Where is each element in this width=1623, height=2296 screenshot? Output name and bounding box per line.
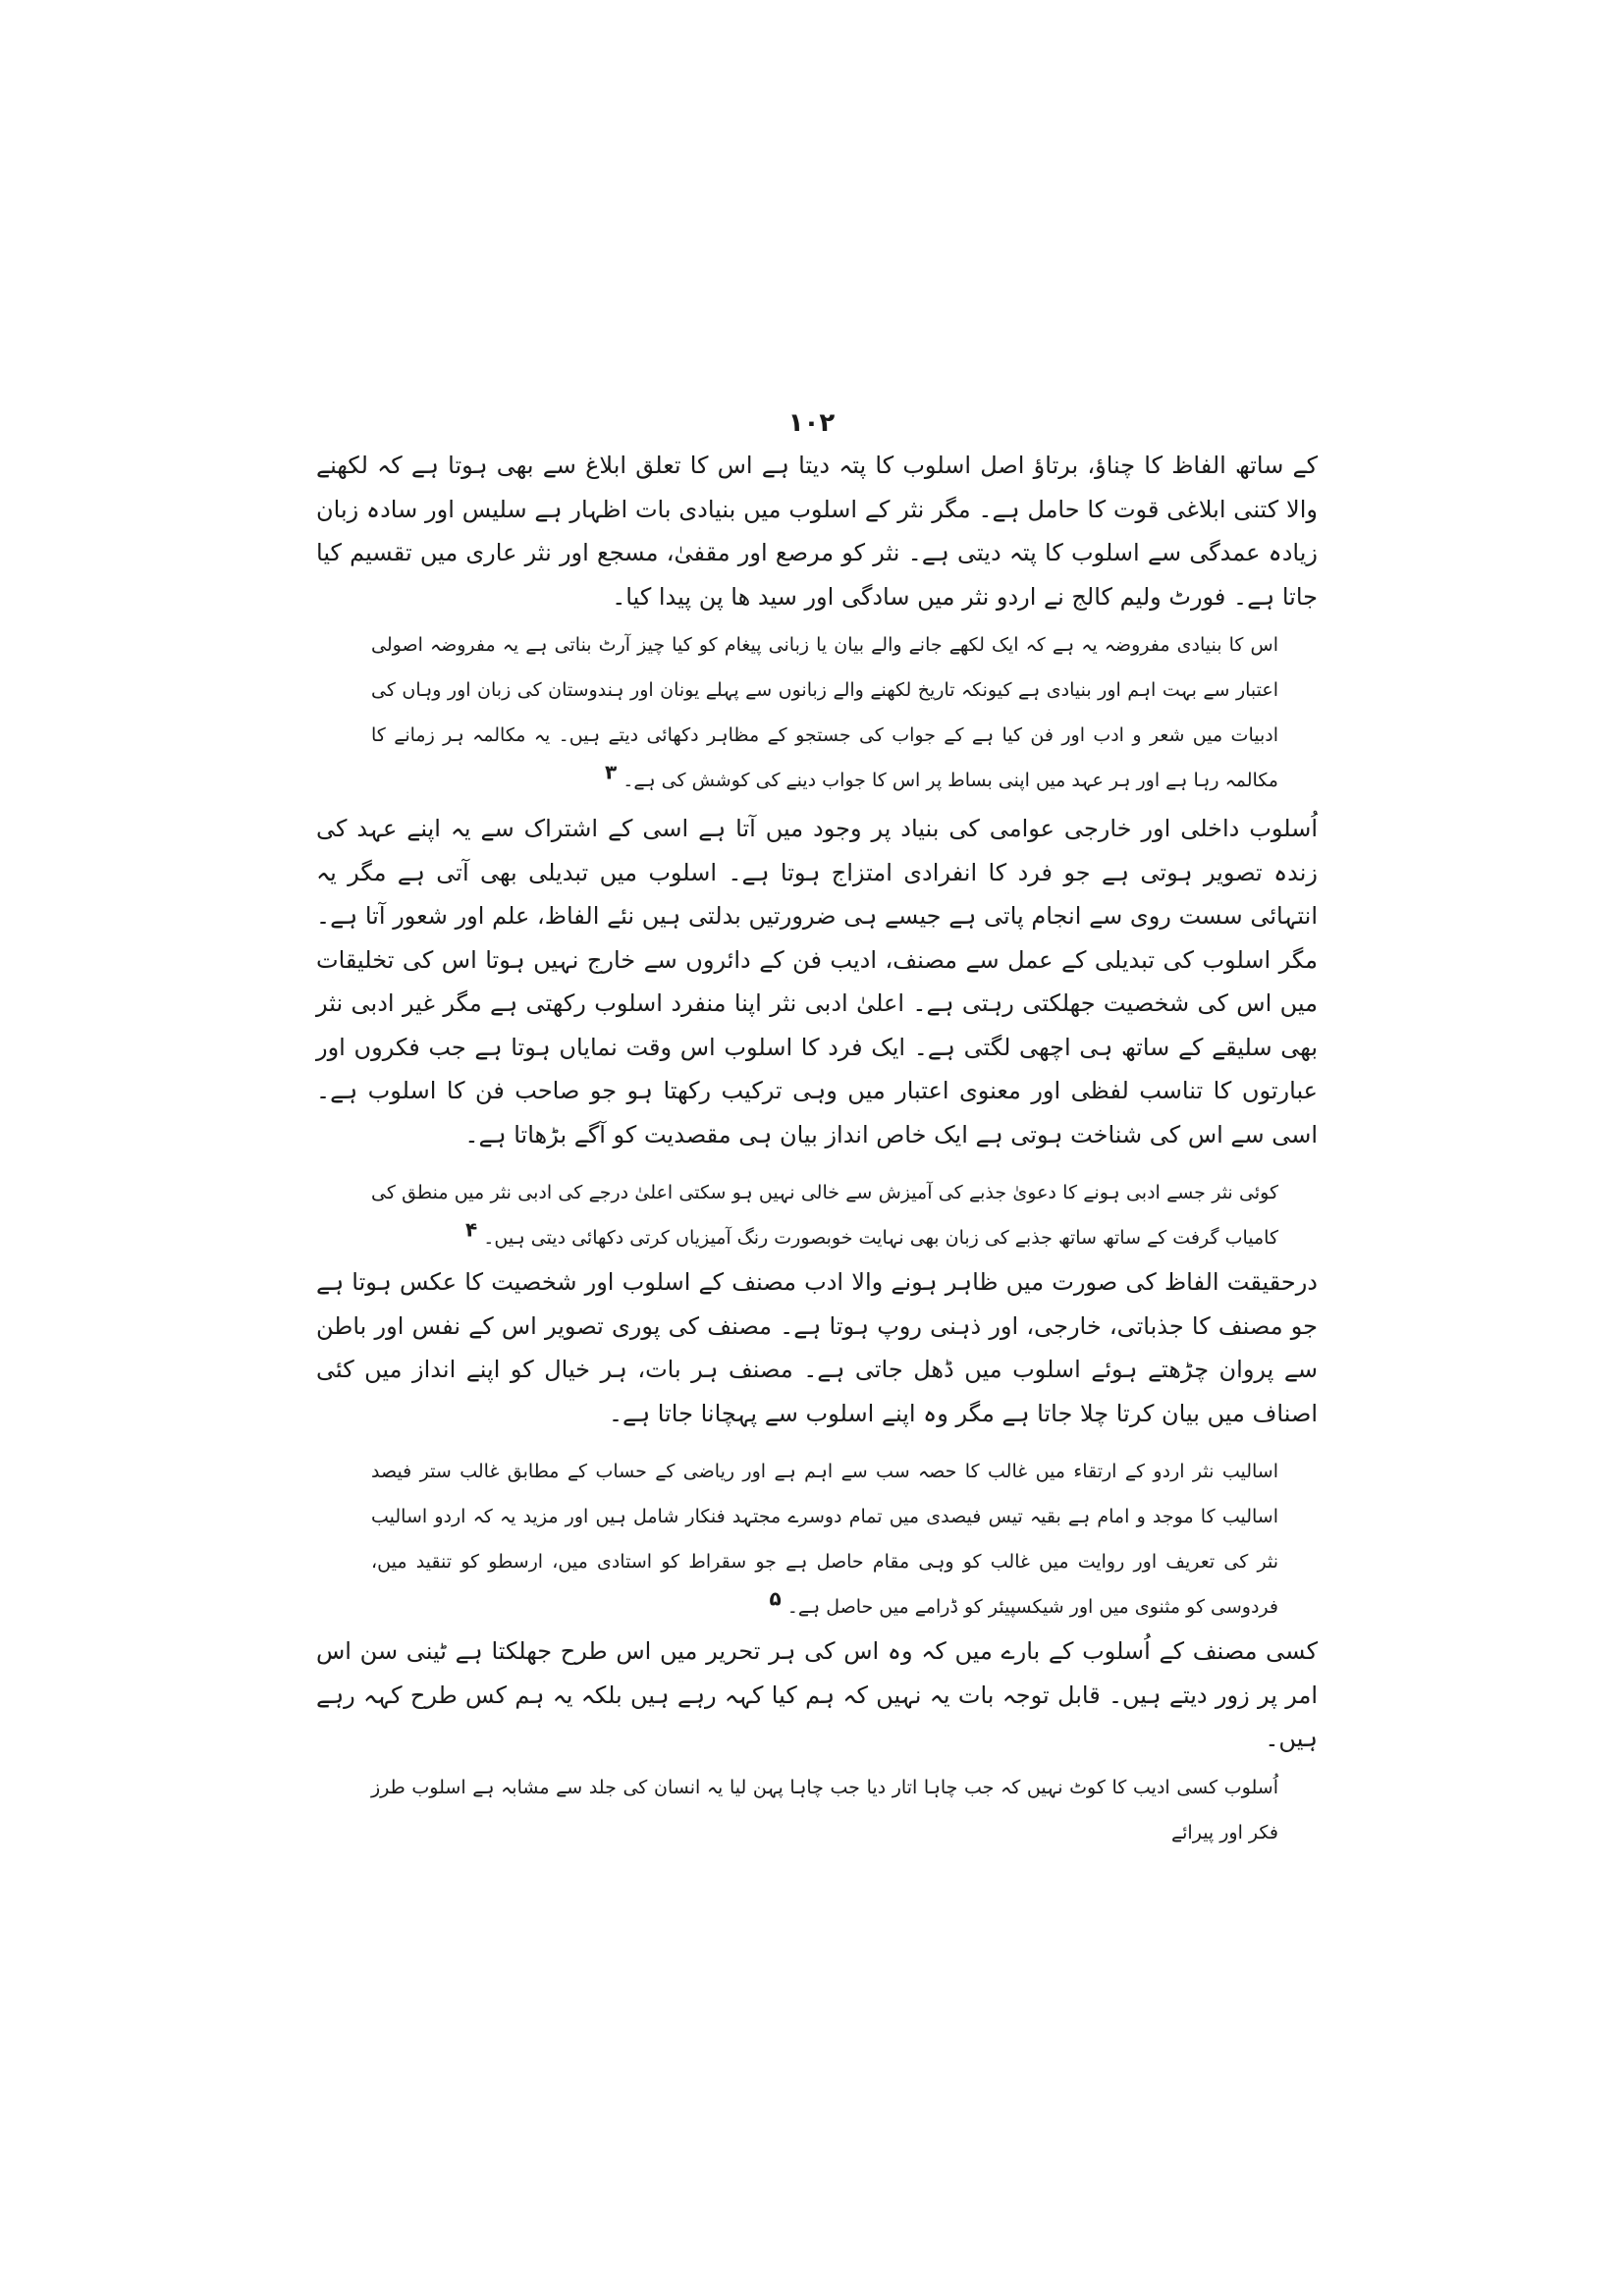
footnote-ref: ۵: [769, 1586, 782, 1611]
footnote-ref: ۳: [604, 760, 618, 784]
block-quote: کوئی نثر جسے ادبی ہونے کا دعویٰ جذبے کی آمیزش سے خالی نہیں ہو سکتی اعلیٰ درجے کی ادبی نثر میں منطق کی کامیاب گرفت کے ساتھ ساتھ جذبے کی زبان بھی نہایت خوبصورت رنگ آمیزیاں کرتی دکھائی دیتی ہیں۔ ۴: [371, 1182, 1278, 1249]
document-body: [316, 444, 1318, 1855]
block-quote: اس کا بنیادی مفروضہ یہ ہے کہ ایک لکھے جانے والے بیان یا زبانی پیغام کو کیا چیز آرٹ بناتی ہے یہ مفروضہ اصولی اعتبار سے بہت اہم اور بنیادی ہے کیونکہ تاریخ لکھنے والے زبانوں سے پہلے یونان اور ہندوستان کی زبان اور وہاں کی ادبیات میں شعر و ادب اور فن کیا ہے کے جواب کی جستجو کے مظاہر دکھائی دیتے ہیں۔ یہ مکالمہ ہر زمانے کا مکالمہ رہا ہے اور ہر عہد میں اپنی بساط پر اس کا جواب دینے کی کوشش کی ہے۔ ۳: [371, 634, 1278, 791]
paragraph: کسی مصنف کے اُسلوب کے بارے میں کہ وہ اس کی ہر تحریر میں اس طرح جھلکتا ہے ٹینی سن اس امر پر زور دیتے ہیں۔ قابل توجہ بات یہ نہیں کہ ہم کیا کہہ رہے ہیں بلکہ یہ ہم کس طرح کہہ رہے ہیں۔: [316, 1637, 1318, 1752]
page-number: ۱۰۲: [787, 408, 836, 438]
paragraph: درحقیقت الفاظ کی صورت میں ظاہر ہونے والا ادب مصنف کے اسلوب اور شخصیت کا عکس ہوتا ہے جو مصنف کا جذباتی، خارجی، اور ذہنی روپ ہوتا ہے۔ مصنف کی پوری تصویر اس کے نفس اور باطن سے پروان چڑھتے ہوئے اسلوب میں ڈھل جاتی ہے۔ مصنف ہر بات، ہر خیال کو اپنے انداز میں کئی اصناف میں بیان کرتا چلا جاتا ہے مگر وہ اپنے اسلوب سے پہچانا جاتا ہے۔: [316, 1268, 1318, 1427]
paragraph: کے ساتھ الفاظ کا چناؤ، برتاؤ اصل اسلوب کا پتہ دیتا ہے اس کا تعلق ابلاغ سے بھی ہوتا ہے کہ لکھنے والا کتنی ابلاغی قوت کا حامل ہے۔ مگر نثر کے اسلوب میں بنیادی بات اظہار ہے سلیس اور سادہ زبان زیادہ عمدگی سے اسلوب کا پتہ دیتی ہے۔ نثر کو مرصع اور مقفیٰ، مسجع اور نثر عاری میں تقسیم کیا جاتا ہے۔ فورٹ ولیم کالج نے اردو نثر میں سادگی اور سید ھا پن پیدا کیا۔: [316, 452, 1318, 611]
block-quote: اسالیب نثر اردو کے ارتقاء میں غالب کا حصہ سب سے اہم ہے اور ریاضی کے حساب کے مطابق غالب ستر فیصد اسالیب کا موجد و امام ہے بقیہ تیس فیصدی میں تمام دوسرے مجتہد فنکار شامل ہیں اور مزید یہ کہ اردو اسالیب نثر کی تعریف اور روایت میں غالب کو وہی مقام حاصل ہے جو سقراط کو استادی میں، ارسطو کو تنقید میں، فردوسی کو مثنوی میں اور شیکسپیئر کو ڈرامے میں حاصل ہے۔ ۵: [371, 1461, 1278, 1618]
block-quote: اُسلوب کسی ادیب کا کوٹ نہیں کہ جب چاہا اتار دیا جب چاہا پہن لیا یہ انسان کی جلد سے مشابہ ہے اسلوب طرز فکر اور پیرائے: [371, 1776, 1278, 1843]
footnote-ref: ۴: [464, 1217, 478, 1242]
paragraph: اُسلوب داخلی اور خارجی عوامی کی بنیاد پر وجود میں آتا ہے اسی کے اشتراک سے یہ اپنے عہد کی زندہ تصویر ہوتی ہے جو فرد کا انفرادی امتزاج ہوتا ہے۔ اسلوب میں تبدیلی بھی آتی ہے مگر یہ انتہائی سست روی سے انجام پاتی ہے جیسے ہی ضرورتیں بدلتی ہیں نئے الفاظ، علم اور شعور آتا ہے۔ مگر اسلوب کی تبدیلی کے عمل سے مصنف، ادیب فن کے دائروں سے خارج نہیں ہوتا اس کی تخلیقات میں اس کی شخصیت جھلکتی رہتی ہے۔ اعلیٰ ادبی نثر اپنا منفرد اسلوب رکھتی ہے مگر غیر ادبی نثر بھی سلیقے کے ساتھ ہی اچھی لگتی ہے۔ ایک فرد کا اسلوب اس وقت نمایاں ہوتا ہے جب فکروں اور عبارتوں کا تناسب لفظی اور معنوی اعتبار میں وہی ترکیب رکھتا ہو جو صاحب فن کا اسلوب ہے۔ اسی سے اس کی شناخت ہوتی ہے ایک خاص انداز بیان ہی مقصدیت کو آگے بڑھاتا ہے۔: [316, 815, 1318, 1148]
